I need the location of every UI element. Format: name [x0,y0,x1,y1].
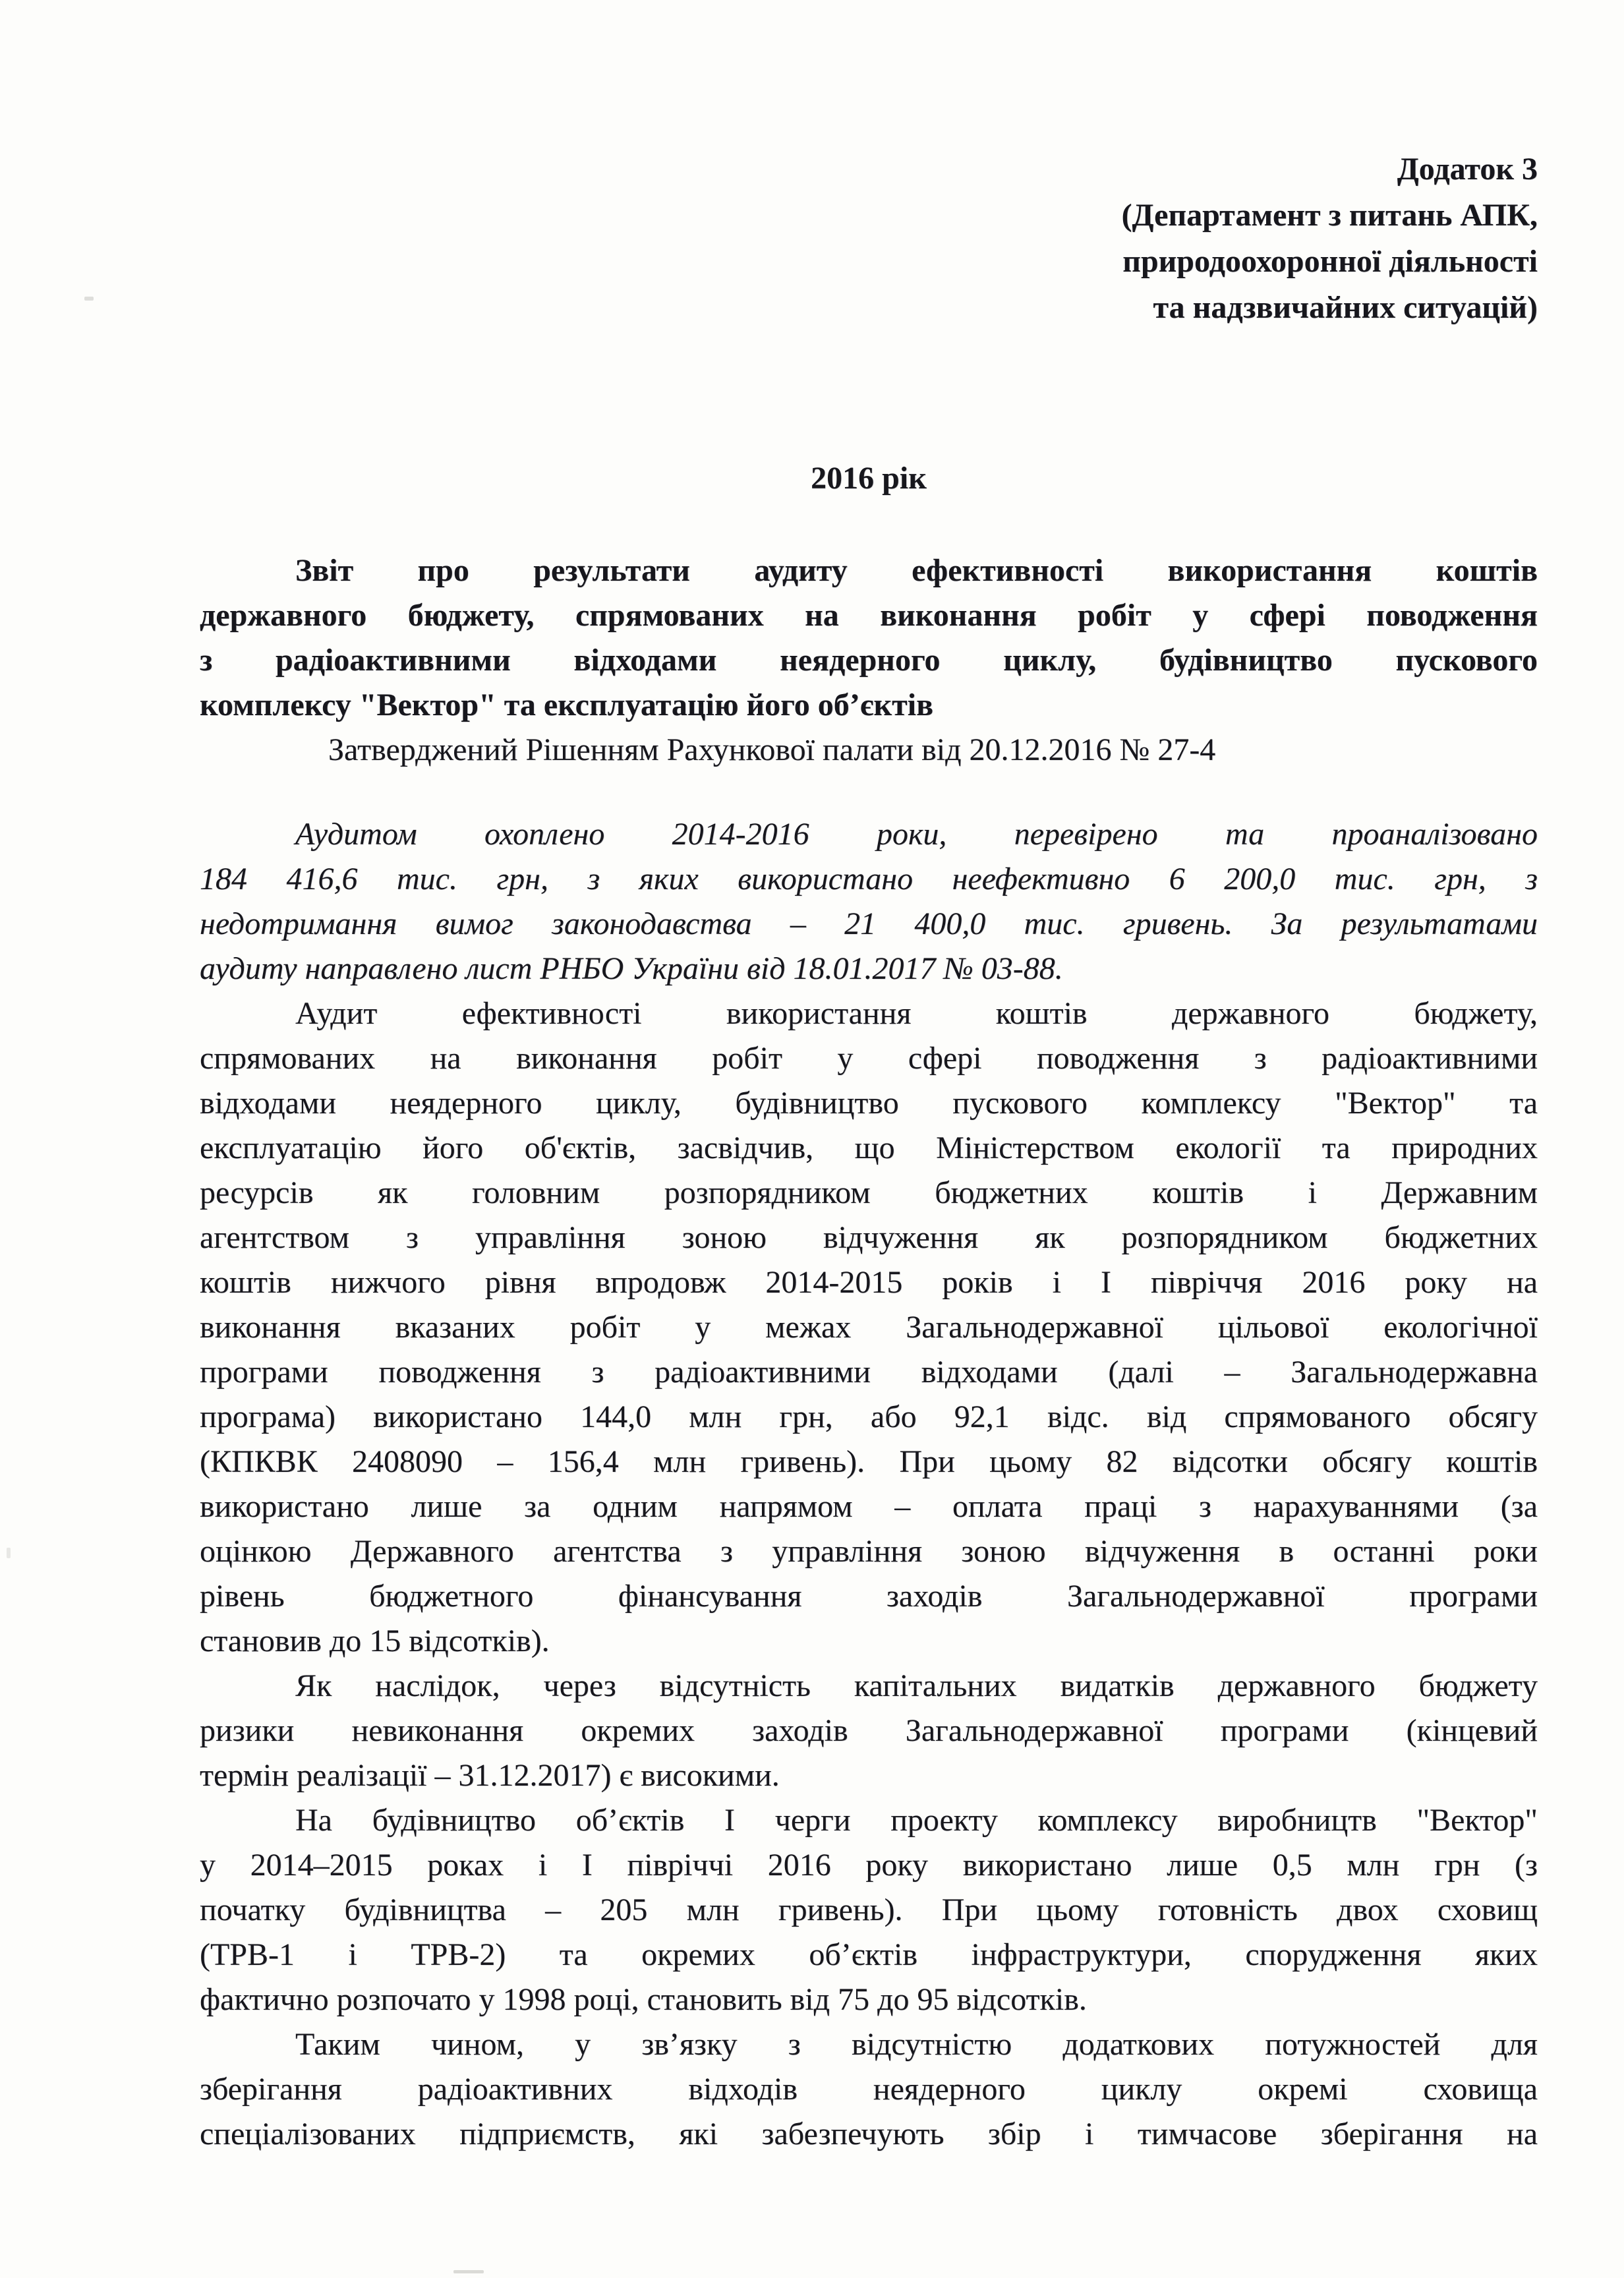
year-heading-block [200,456,1538,501]
scan-artifact [453,2270,484,2273]
report-title-line: комплексу "Вектор" та експлуатацію його об’єктів [200,687,933,722]
body-line: рівень бюджетного фінансування заходів Загальнодержавної програми [200,1579,1538,1614]
body-line: коштів нижчого рівня впродовж 2014-2015 років і І півріччя 2016 року на [200,1265,1538,1300]
annex-line: Додаток 3 [1397,152,1538,187]
body-line: спрямованих на виконання робіт у сфері поводження з радіоактивними [200,1041,1538,1076]
body-text [200,812,1538,2157]
body-line: ризики невиконання окремих заходів Загальнодержавної програми (кінцевий [200,1713,1538,1748]
body-line: Як наслідок, через відсутність капітальних видатків державного бюджету [295,1668,1538,1703]
body-line: Таким чином, у зв’язку з відсутністю додаткових потужностей для [295,2027,1538,2062]
body-line: програма) використано 144,0 млн грн, або 92,1 відс. від спрямованого обсягу [200,1399,1538,1434]
report-title-block [200,548,1538,773]
body-line: зберігання радіоактивних відходів неядерного циклу окремі сховища [200,2072,1538,2107]
body-line: агентством з управління зоною відчуження як розпорядником бюджетних [200,1220,1538,1255]
body-line: відходами неядерного циклу, будівництво пускового комплексу "Вектор" та [200,1086,1538,1121]
annex-header [200,146,1538,331]
body-line: експлуатацію його об'єктів, засвідчив, що Міністерством екології та природних [200,1130,1538,1165]
report-title-line: державного бюджету, спрямованих на виконання робіт у сфері поводження [200,598,1538,633]
body-line: початку будівництва – 205 млн гривень). При цьому готовність двох сховищ [200,1892,1538,1927]
year-heading: 2016 рік [811,461,927,496]
annex-line: та надзвичайних ситуацій) [1153,290,1538,325]
report-title-line: Звіт про результати аудиту ефективності використання коштів [295,553,1538,588]
annex-line: природоохоронної діяльності [1122,244,1538,279]
scan-artifact [7,1548,11,1558]
report-title-line: з радіоактивними відходами неядерного циклу, будівництво пускового [200,643,1538,678]
body-line: використано лише за одним напрямом – оплата праці з нарахуваннями (за [200,1489,1538,1524]
body-line: становив до 15 відсотків). [200,1623,550,1658]
body-line: термін реалізації – 31.12.2017) є високими. [200,1758,780,1793]
summary-line: 184 416,6 тис. грн, з яких використано неефективно 6 200,0 тис. грн, з [200,862,1538,896]
body-line: Аудит ефективності використання коштів державного бюджету, [295,996,1538,1031]
body-line: виконання вказаних робіт у межах Загальнодержавної цільової екологічної [200,1310,1538,1345]
body-line: ресурсів як головним розпорядником бюджетних коштів і Державним [200,1175,1538,1210]
scan-artifact [84,297,94,301]
summary-line: недотримання вимог законодавства – 21 400,0 тис. гривень. За результатами [200,906,1538,941]
summary-line: Аудитом охоплено 2014-2016 роки, перевірено та проаналізовано [295,817,1538,852]
body-line: програми поводження з радіоактивними відходами (далі – Загальнодержавна [200,1355,1538,1389]
body-line: фактично розпочато у 1998 році, становить від 75 до 95 відсотків. [200,1982,1087,2017]
body-line: (КПКВК 2408090 – 156,4 млн гривень). При цьому 82 відсотки обсягу коштів [200,1444,1538,1479]
body-line: На будівництво об’єктів І черги проекту комплексу виробництв "Вектор" [295,1803,1538,1838]
annex-line: (Департамент з питань АПК, [1121,198,1538,233]
body-line: спеціалізованих підприємств, які забезпечують збір і тимчасове зберігання на [200,2117,1538,2151]
approval-line: Затверджений Рішенням Рахункової палати від 20.12.2016 № 27-4 [328,732,1216,767]
body-line: оцінкою Державного агентства з управління зоною відчуження в останні роки [200,1534,1538,1569]
summary-line: аудиту направлено лист РНБО України від 18.01.2017 № 03-88. [200,951,1063,986]
body-line: у 2014–2015 роках і І півріччі 2016 року використано лише 0,5 млн грн (з [200,1848,1538,1883]
body-line: (ТРВ-1 і ТРВ-2) та окремих об’єктів інфраструктури, спорудження яких [200,1937,1538,1972]
